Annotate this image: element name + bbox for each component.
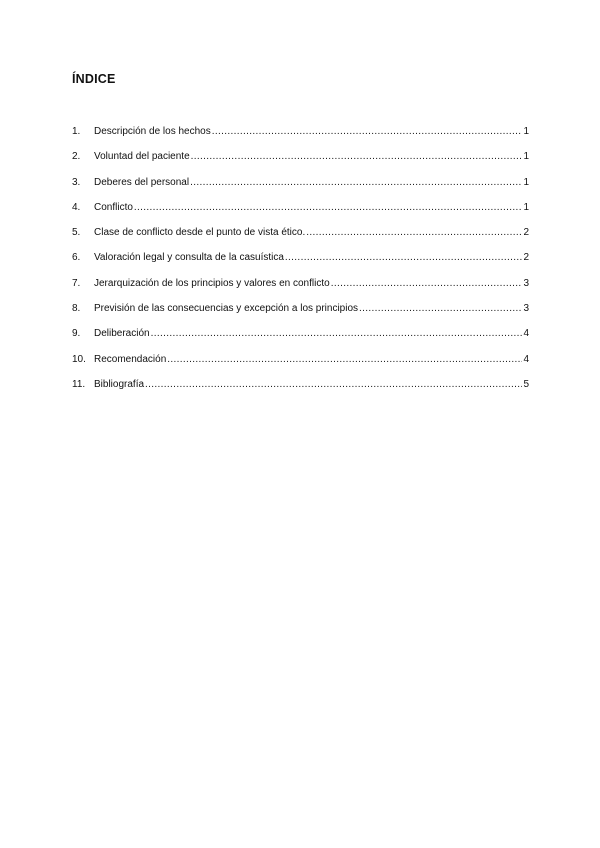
toc-entry-page: 4: [523, 328, 529, 340]
toc-entry-number: 1.: [72, 126, 81, 137]
toc-entry-number: 6.: [72, 252, 81, 264]
toc-entry-label: Conflicto: [94, 201, 133, 213]
dot-leader: [212, 125, 523, 139]
toc-entry-11[interactable]: [72, 378, 529, 403]
toc-entry-label: Previsión de las consecuencias y excepción a los principios: [94, 303, 359, 315]
toc-entry-1[interactable]: [72, 125, 529, 150]
toc-entry-5[interactable]: [72, 226, 529, 251]
toc-entry-8[interactable]: [72, 302, 529, 327]
toc-entry-page: 4: [523, 353, 529, 365]
toc-entry-label: Deberes del personal: [94, 176, 190, 188]
toc-entry-label: Jerarquización de los principios y valores en conflicto: [94, 277, 330, 289]
toc-entry-6[interactable]: [72, 251, 529, 276]
toc-entry-label: Recomendación: [94, 353, 167, 365]
toc-entry-page: 1: [523, 126, 529, 137]
toc-entry-number: 9.: [72, 328, 81, 340]
toc-entry-number: 7.: [72, 277, 81, 289]
toc-entry-page: 1: [523, 201, 529, 213]
toc-entry-label: Deliberación: [94, 328, 150, 340]
toc-entry-number: 5.: [72, 227, 81, 239]
toc-entry-number: 8.: [72, 303, 81, 315]
toc-entry-page: 3: [523, 277, 529, 289]
toc-entry-number: 10.: [72, 353, 86, 365]
dot-leader: [191, 150, 523, 164]
toc-entry-page: 2: [523, 227, 529, 239]
dot-leader: [167, 353, 522, 367]
toc-entry-label: Clase de conflicto desde el punto de vista ético.: [94, 227, 306, 239]
dot-leader: [134, 201, 523, 215]
dot-leader: [285, 251, 523, 265]
dot-leader: [145, 378, 522, 392]
toc-entry-label: Bibliografía: [94, 378, 145, 390]
index-title: ÍNDICE: [72, 72, 116, 86]
toc-entry-label: Voluntad del paciente: [94, 151, 190, 163]
toc-entry-page: 3: [523, 303, 529, 315]
toc-entry-10[interactable]: [72, 353, 529, 378]
toc-entry-number: 4.: [72, 201, 81, 213]
toc-entry-page: 1: [523, 176, 529, 188]
toc-entry-2[interactable]: [72, 150, 529, 175]
toc-entry-number: 11.: [72, 378, 86, 390]
toc-entry-4[interactable]: [72, 201, 529, 226]
dot-leader: [359, 302, 522, 316]
dot-leader: [190, 176, 522, 190]
dot-leader: [331, 277, 523, 291]
toc-entry-label: Valoración legal y consulta de la casuística: [94, 252, 284, 264]
toc-entry-page: 2: [523, 252, 529, 264]
dot-leader: [151, 327, 523, 341]
dot-leader: [306, 226, 522, 240]
toc-entry-label: Descripción de los hechos: [94, 126, 211, 137]
toc-entry-number: 2.: [72, 151, 81, 163]
toc-entry-3[interactable]: [72, 176, 529, 201]
toc-entry-9[interactable]: [72, 327, 529, 352]
toc-entry-7[interactable]: [72, 277, 529, 302]
toc-entry-page: 1: [523, 151, 529, 163]
table-of-contents: [72, 125, 529, 403]
toc-entry-page: 5: [523, 378, 529, 390]
toc-entry-number: 3.: [72, 176, 81, 188]
